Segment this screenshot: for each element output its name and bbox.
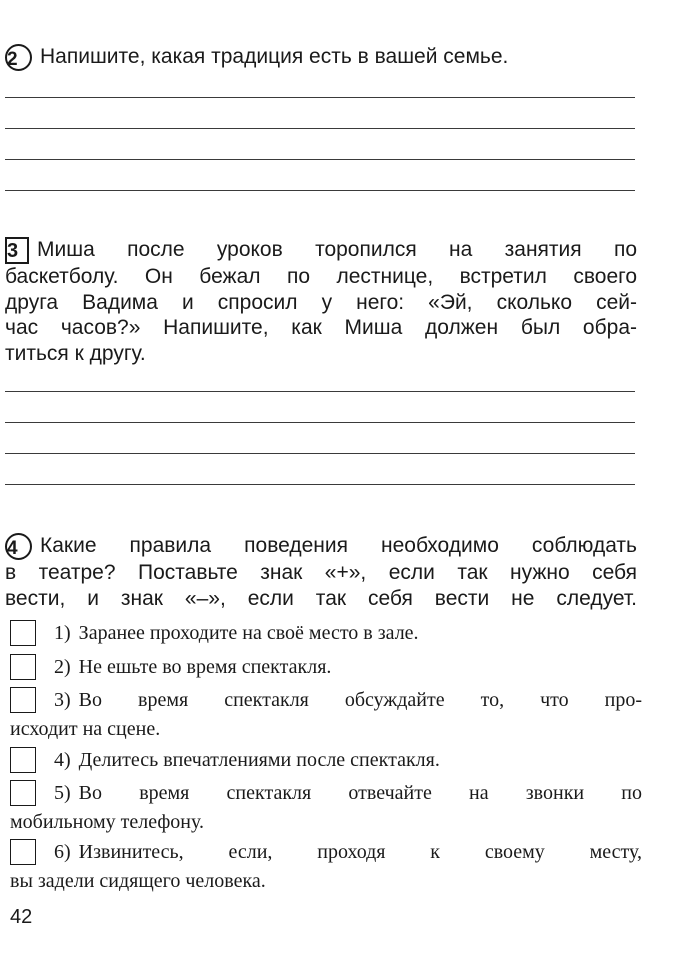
task-3-line: час часов?» Напишите, как Миша должен был обра- [5, 316, 637, 339]
option-number: 4) [54, 749, 71, 771]
option-number: 5) [54, 782, 71, 804]
option-5 [10, 779, 642, 837]
task-3-line: баскетболу. Он бежал по лестнице, встретил своего [5, 265, 637, 288]
task-3-line: титься к другу. [5, 341, 146, 365]
answer-checkbox[interactable] [10, 687, 36, 713]
answer-checkbox[interactable] [10, 839, 36, 865]
task-4-number: 4 [5, 533, 32, 560]
option-number: 6) [54, 841, 71, 863]
option-1 [10, 619, 642, 648]
task-4 [5, 533, 637, 611]
answer-line[interactable] [5, 484, 635, 485]
answer-checkbox[interactable] [10, 620, 36, 646]
answer-checkbox[interactable] [10, 654, 36, 680]
task-2 [5, 44, 637, 71]
task-4-line: вести, и знак «–», если так себя вести не следует. [5, 586, 637, 610]
option-text-continued: исходит на сцене. [10, 718, 161, 740]
option-text: Заранее проходите на своё место в зале. [78, 622, 419, 644]
option-number: 3) [54, 689, 71, 711]
task-3-answer-lines [5, 391, 635, 515]
option-text: Делитесь впечатлениями после спектакля. [78, 749, 440, 771]
answer-line[interactable] [5, 159, 635, 160]
answer-checkbox[interactable] [10, 747, 36, 773]
task-3-line: Миша после уроков торопился на занятия по [37, 238, 637, 262]
task-3-number: 3 [5, 237, 29, 264]
task-3-line: друга Вадима и спросил у него: «Эй, сколько сей- [5, 290, 637, 314]
option-4 [10, 746, 642, 775]
task-2-text: Напишите, какая традиция есть в вашей семье. [40, 45, 509, 69]
option-text: Не ешьте во время спектакля. [78, 656, 332, 678]
task-4-line: Какие правила поведения необходимо соблюдать [40, 534, 637, 558]
page-number: 42 [10, 906, 33, 928]
option-text-continued: вы задели сидящего человека. [10, 870, 266, 892]
task-4-line: в театре? Поставьте знак «+», если так нужно себя [5, 561, 637, 584]
task-3 [5, 237, 637, 366]
option-3 [10, 686, 642, 744]
answer-line[interactable] [5, 391, 635, 392]
option-text: Во время спектакля отвечайте на звонки по [78, 782, 642, 804]
answer-line[interactable] [5, 97, 635, 98]
answer-line[interactable] [5, 453, 635, 454]
option-text: Во время спектакля обсуждайте то, что про- [78, 689, 642, 711]
option-6 [10, 838, 642, 896]
answer-checkbox[interactable] [10, 780, 36, 806]
answer-line[interactable] [5, 190, 635, 191]
answer-line[interactable] [5, 128, 635, 129]
task-2-answer-lines [5, 97, 635, 221]
option-2 [10, 653, 642, 682]
task-2-number: 2 [5, 44, 32, 71]
option-text-continued: мобильному телефону. [10, 811, 204, 833]
option-number: 2) [54, 656, 71, 678]
answer-line[interactable] [5, 422, 635, 423]
option-text: Извинитесь, если, проходя к своему месту, [78, 841, 642, 863]
option-number: 1) [54, 622, 71, 644]
